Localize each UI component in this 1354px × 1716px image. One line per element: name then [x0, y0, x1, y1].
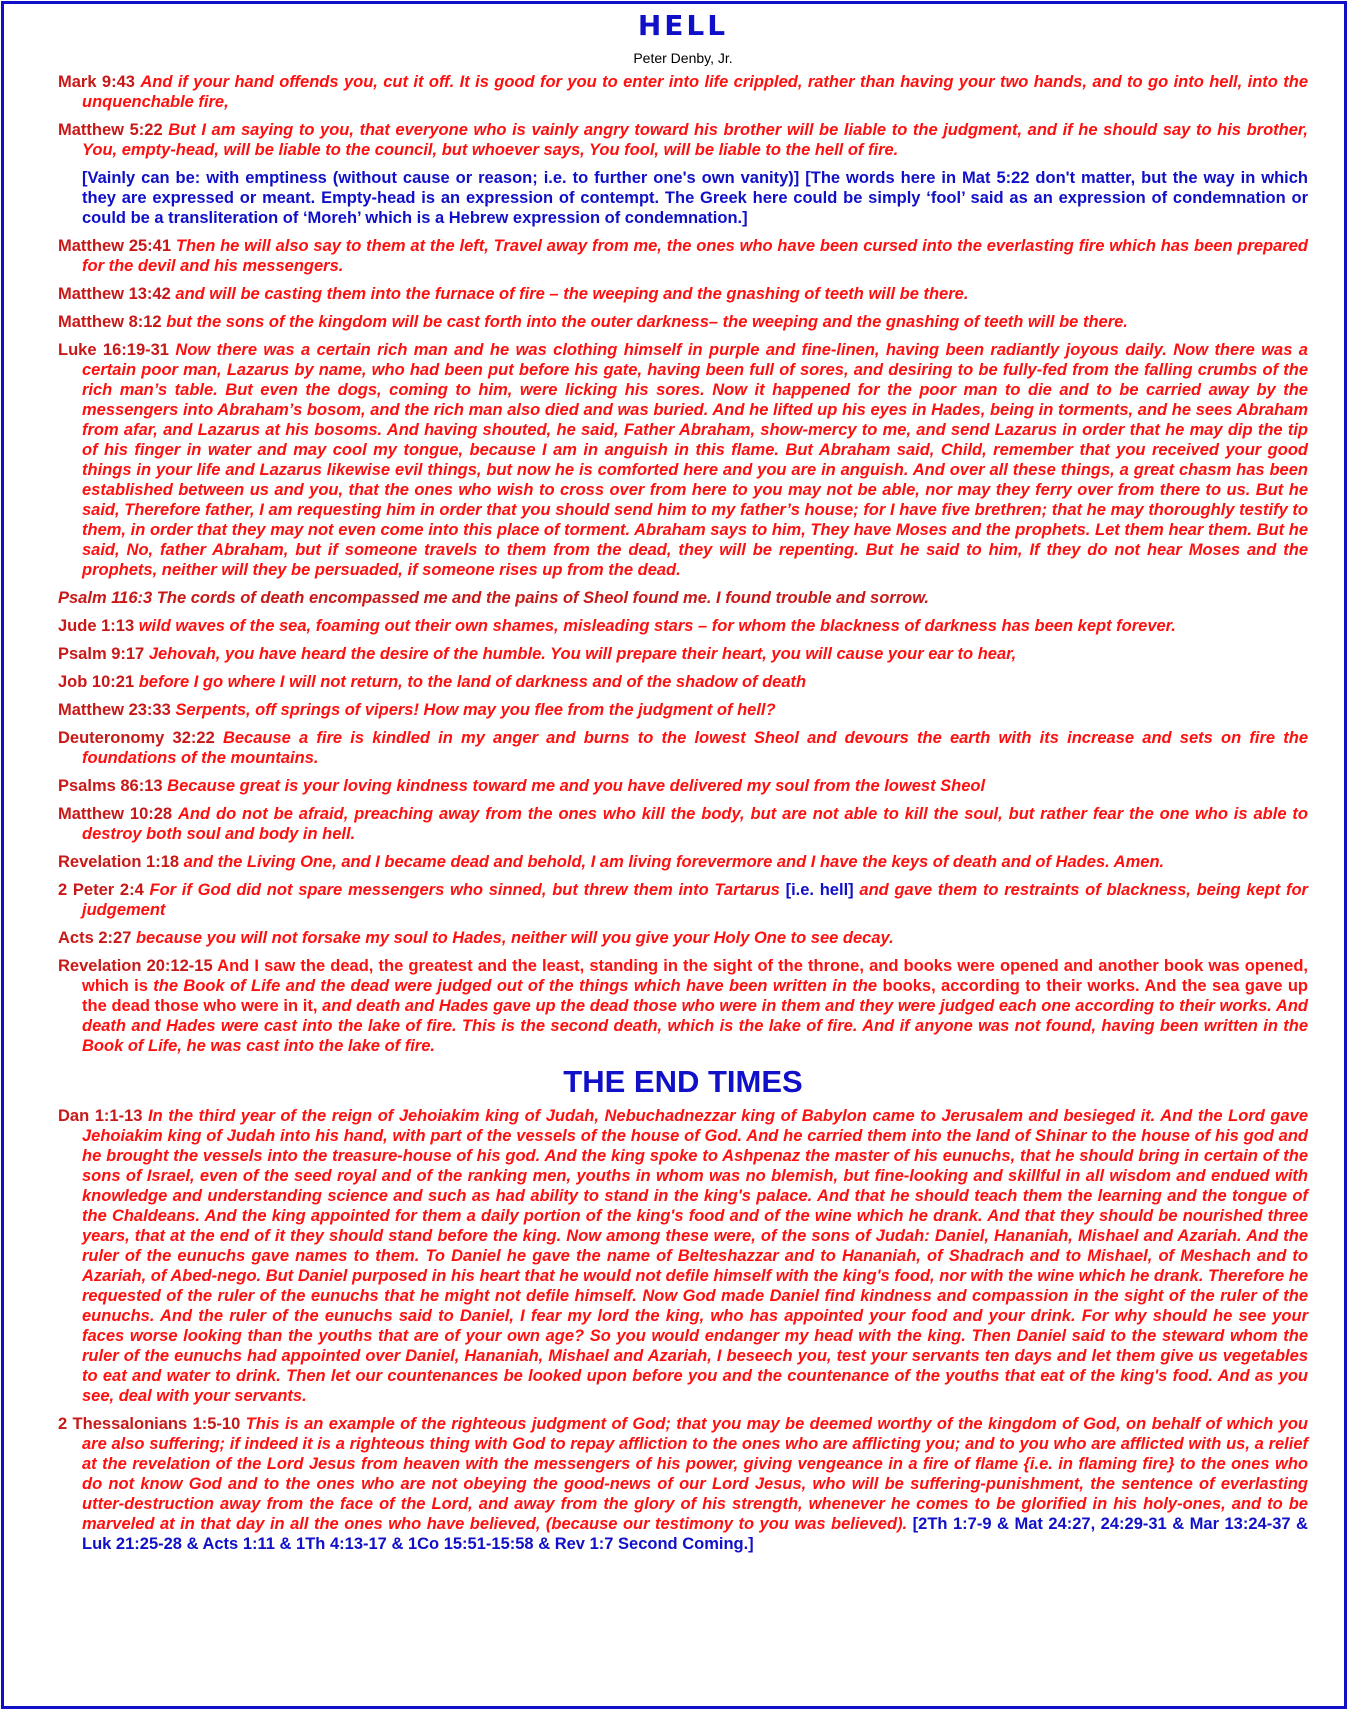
verse-revelation-1-18: [58, 852, 1308, 872]
cross-reference-separator: ,: [1090, 1515, 1096, 1533]
verse-reference: Matthew 5:22: [58, 121, 163, 139]
cross-reference-separator: &: [1296, 1515, 1308, 1533]
cross-reference: Luk 21:25-28: [82, 1535, 182, 1553]
verse-psalm-116-3: [58, 588, 1308, 608]
verse-matthew-13-42: [58, 284, 1308, 304]
verse-text: Jehovah, you have heard the desire of the humble. You will prepare their heart, you will cause your ear to hear,: [148, 645, 1017, 663]
verse-reference: Psalm 9:17: [58, 645, 145, 663]
verse-text: and will be casting them into the furnace of fire – the weeping and the gnashing of teeth will be there.: [175, 285, 969, 303]
inline-note: [i.e. hell]: [785, 881, 854, 899]
verse-reference: Acts 2:27: [58, 929, 132, 947]
verse-reference: Matthew 25:41: [58, 237, 172, 255]
cross-reference-separator: &: [538, 1535, 551, 1553]
verse-text: And do not be afraid, preaching away from the ones who kill the body, but are not able to kill the soul, but rather fear the one who is able to destroy both soul and body in hell.: [82, 805, 1308, 843]
cross-reference-separator: &: [997, 1515, 1009, 1533]
verse-jude-1-13: [58, 616, 1308, 636]
page-title: HELL: [637, 9, 729, 42]
verse-text: Then he will also say to them at the left, Travel away from me, the ones who have been cursed into the everlasting fire which has been prepared for the devil and his messengers.: [82, 237, 1308, 275]
verse-reference: Psalm 116:3: [58, 589, 153, 607]
verse-reference: 2 Thessalonians 1:5-10: [58, 1415, 241, 1433]
verse-matthew-8-12: [58, 312, 1308, 332]
cross-reference: 1Co 15:51-15:58: [407, 1535, 534, 1553]
verse-reference: Matthew 23:33: [58, 701, 171, 719]
author-line: Peter Denby, Jr.: [633, 50, 733, 66]
verse-text: books, according to their works. And the sea gave up the dead those who were in it,: [82, 977, 1309, 1015]
verse-2-thessalonians-1-5-10: [58, 1414, 1308, 1554]
verse-reference: Job 10:21: [58, 673, 135, 691]
verse-acts-2-27: [58, 928, 1308, 948]
verse-mark-9-43: [58, 72, 1308, 112]
cross-reference: [2Th 1:7-9: [912, 1515, 992, 1533]
verse-matthew-5-22: [58, 120, 1308, 160]
verse-text: and death and Hades gave up the dead those who were in them and they were judged each one according to their works. And death and Hades were cast into the lake of fire. This is the second death, which is the lake of fire. And if anyone was not found, having been written in the Book of Life, he was cast into the lake of fire.: [82, 997, 1308, 1055]
verse-revelation-20-12-15: [58, 956, 1308, 1056]
verse-job-10-21: [58, 672, 1308, 692]
document-page: [1, 1, 1347, 1709]
verse-text: and gave them to restraints of blackness, being kept for judgement: [82, 881, 1308, 919]
verse-text: And if your hand offends you, cut it off. It is good for you to enter into life crippled, rather than having your two hands, and to go into hell, into the unquenchable fire,: [82, 73, 1308, 111]
verse-text: the Book of Life and the dead were judged out of the things which have been written in the: [153, 977, 878, 995]
verse-reference: Mark 9:43: [58, 73, 135, 91]
verse-text: Because a fire is kindled in my anger and burns to the lowest Sheol and devours the earth with its increase and sets on fire the foundations of the mountains.: [82, 729, 1308, 767]
cross-reference: Second Coming.]: [618, 1535, 754, 1553]
verse-text: Because great is your loving kindness toward me and you have delivered my soul from the lowest Sheol: [167, 777, 986, 795]
cross-reference: 24:29-31: [1100, 1515, 1167, 1533]
section-title-end-times: THE END TIMES: [563, 1064, 803, 1099]
verse-reference: Deuteronomy 32:22: [58, 729, 215, 747]
verse-text: Now there was a certain rich man and he was clothing himself in purple and fine-linen, having been radiantly joyous daily. Now there was a certain poor man, Lazarus by name, who had been put before his gate, having been full of sores, and desiring to be fully-fed from the falling crumbs of the rich man’s table. But even the dogs, coming to him, were licking his sores. Now it happened for the poor man to die and to be carried away by the messengers into Abraham’s bosom, and the rich man also died and was buried. And he lifted up his eyes in Hades, being in torments, and he sees Abraham from afar, and Lazarus at his bosoms. And having shouted, he said, Father Abraham, show-mercy to me, and send Lazarus in order that he may dip the tip of his finger in water and may cool my tongue, because I am in anguish in this flame. But Abraham said, Child, remember that you received your good things in your life and Lazarus likewise evil things, but now he is comforted here and you are in anguish. And over all these things, a great chasm has been established between us and you, that the ones who wish to cross over from here to you may not be able, nor may they ferry over from there to us. But he said, Therefore father, I am requesting him in order that you should send him to my father’s house; for I have five brethren; that he may thoroughly testify to them, in order that they may not even come into this place of torment. Abraham says to him, They have Moses and the prophets. Let them hear them. But he said, No, father Abraham, but if someone travels to them from the dead, they will be repenting. But he said to him, If they do not hear Moses and the prophets, neither will they be persuaded, if someone rises up from the dead.: [82, 341, 1308, 579]
verse-psalm-9-17: [58, 644, 1308, 664]
verse-reference: Matthew 13:42: [58, 285, 171, 303]
verse-text: and the Living One, and I became dead and behold, I am living forevermore and I have the keys of death and of Hades. Amen.: [183, 853, 1165, 871]
verse-matthew-23-33: [58, 700, 1308, 720]
cross-reference: Acts 1:11: [202, 1535, 275, 1553]
cross-reference-separator: &: [1172, 1515, 1185, 1533]
cross-reference: Rev 1:7: [554, 1535, 614, 1553]
verse-daniel-1-1-13: [58, 1106, 1308, 1406]
cross-reference: Mar 13:24-37: [1189, 1515, 1291, 1533]
verse-deuteronomy-32-22: [58, 728, 1308, 768]
verse-text: wild waves of the sea, foaming out their own shames, misleading stars – for whom the blackness of darkness has been kept forever.: [138, 617, 1176, 635]
verse-text: In the third year of the reign of Jehoiakim king of Judah, Nebuchadnezzar king of Babylon came to Jerusalem and besieged it. And the Lord gave Jehoiakim king of Judah into his hand, with part of the vessels of the house of God. And he carried them into the land of Shinar to the house of his god and he brought the vessels into the treasure-house of his god. And the king spoke to Ashpenaz the master of his eunuchs, that he should bring in certain of the sons of Israel, even of the seed royal and of the ranking men, youths in whom was no blemish, but fine-looking and skillful in all wisdom and endued with knowledge and understanding science and such as had ability to stand in the king's palace. And that he should teach them the learning and the tongue of the Chaldeans. And the king appointed for them a daily portion of the king's food and of the wine which he drank. And that they should be nourished three years, that at the end of it they should stand before the king. Now among these were, of the sons of Judah: Daniel, Hananiah, Mishael and Azariah. And the ruler of the eunuchs gave names to them. To Daniel he gave the name of Belteshazzar and to Hananiah, of Shadrach and to Mishael, of Meshach and to Azariah, of Abed-nego. But Daniel purposed in his heart that he would not defile himself with the king's food, nor with the wine which he drank. Therefore he requested of the ruler of the eunuchs that he might not defile himself. Now God made Daniel find kindness and compassion in the sight of the ruler of the eunuchs. And the ruler of the eunuchs said to Daniel, I fear my lord the king, who has appointed your food and your drink. For why should he see your faces worse looking than the youths that are of your own age? So you would endanger my head with the king. Then Daniel said to the steward whom the ruler of the eunuchs had appointed over Daniel, Hananiah, Mishael and Azariah, I beseech you, test your servants ten days and let them give us vegetables to eat and water to drink. Then let our countenances be looked upon before you and the countenance of the youths that eat of the king's food. And as you see, deal with your servants.: [82, 1107, 1308, 1405]
verse-text: but the sons of the kingdom will be cast forth into the outer darkness– the weeping and the gnashing of teeth will be there.: [166, 313, 1128, 331]
verse-reference: Luke 16:19-31: [58, 341, 169, 359]
verse-reference: 2 Peter 2:4: [58, 881, 144, 899]
verse-matthew-10-28: [58, 804, 1308, 844]
verse-text: before I go where I will not return, to the land of darkness and of the shadow of death: [138, 673, 807, 691]
verse-text: This is an example of the righteous judgment of God; that you may be deemed worthy of the kingdom of God, on behalf of which you are also suffering; if indeed it is a righteous thing with God to repay affliction to the ones who are afflicting you; and to you who are afflicted with us, a relief at the revelation of the Lord Jesus from heaven with the messengers of his power, giving vengeance in a fire of flame {i.e. in flaming fire} to the ones who do not know God and to the ones who are not obeying the good-news of our Lord Jesus, who will be suffering-punishment, the sentence of everlasting utter-destruction away from the face of the Lord, and away from the glory of his strength, whenever he comes to be glorified in his holy-ones, and to be marveled at in that day in all the ones who have believed, (because our testimony to you was believed).: [82, 1415, 1308, 1533]
verse-reference: Revelation 20:12-15: [58, 957, 213, 975]
verse-reference: Jude 1:13: [58, 617, 135, 635]
cross-reference: 1Th 4:13-17: [296, 1535, 387, 1553]
verse-reference: Matthew 8:12: [58, 313, 162, 331]
verse-psalms-86-13: [58, 776, 1308, 796]
cross-reference: Mat 24:27: [1014, 1515, 1091, 1533]
verse-luke-16-19-31: [58, 340, 1308, 580]
cross-reference-separator: &: [279, 1535, 292, 1553]
verse-text: Serpents, off springs of vipers! How may you flee from the judgment of hell?: [175, 701, 776, 719]
verse-reference: Psalms 86:13: [58, 777, 163, 795]
cross-reference-separator: &: [391, 1535, 404, 1553]
verse-text: And I saw the dead, the greatest and the least, standing in the sight of the throne, and books were opened and another book was opened, which is: [82, 957, 1308, 995]
verse-matthew-25-41: [58, 236, 1308, 276]
verse-text: But I am saying to you, that everyone who is vainly angry toward his brother will be liable to the judgment, and if he should say to his brother, You, empty-head, will be liable to the council, but whoever says, You fool, will be liable to the hell of fire.: [82, 121, 1309, 159]
verse-reference: Matthew 10:28: [58, 805, 173, 823]
cross-reference-separator: &: [186, 1535, 199, 1553]
verse-text: The cords of death encompassed me and the pains of Sheol found me. I found trouble and sorrow.: [156, 589, 929, 607]
verse-reference: Dan 1:1-13: [58, 1107, 143, 1125]
verse-reference: Revelation 1:18: [58, 853, 180, 871]
verse-text: For if God did not spare messengers who sinned, but threw them into Tartarus: [149, 881, 780, 899]
verse-2-peter-2-4: [58, 880, 1308, 920]
study-note: [Vainly can be: with emptiness (without cause or reason; i.e. to further one's own vanity)] [The words here in Mat 5:22 don't matter, but the way in which they are expressed or meant. Empty-head is an expression of contempt. The Greek here could be simply ‘fool’ said as an expression of condemnation or could be a transliteration of ‘Moreh’ which is a Hebrew expression of condemnation.]: [82, 169, 1308, 227]
verse-text: because you will not forsake my soul to Hades, neither will you give your Holy One to see decay.: [135, 929, 894, 947]
